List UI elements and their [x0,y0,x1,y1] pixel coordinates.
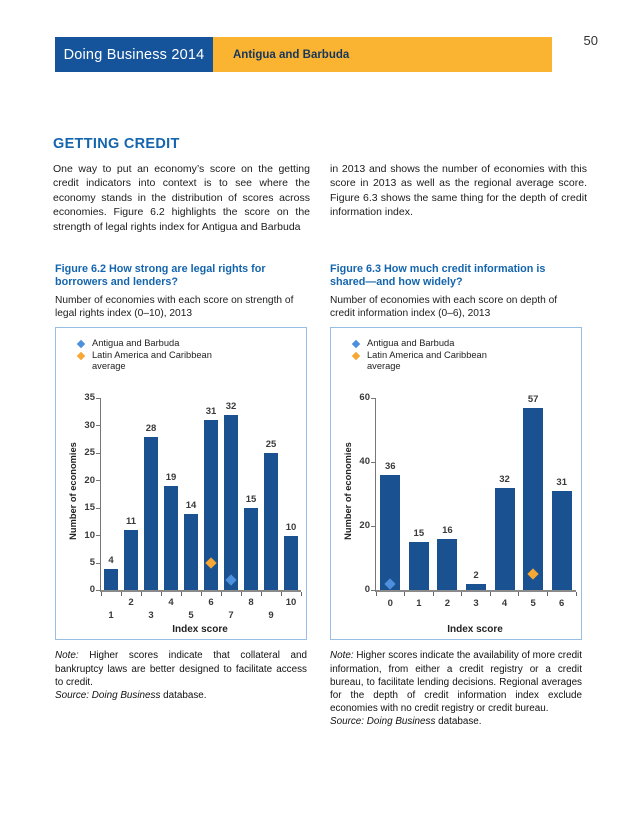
bar [144,437,158,591]
bar-value-label: 31 [205,406,217,418]
body-paragraph: in 2013 and shows the number of economies with this score in 2013 as well as the regional average score. Figure 6.3 shows the same thing for the depth of credit information index. [330,163,587,219]
figure-title: Figure 6.3 How much credit information is shared—and how widely? [330,263,546,289]
report-title-box [55,37,213,72]
bar-value-label: 11 [125,516,137,528]
y-axis-tick [371,398,376,399]
text-segment: database. [435,715,482,727]
y-axis-tick [371,590,376,591]
x-axis-tick [404,592,405,596]
x-axis-tick [461,592,462,596]
y-axis-tick [96,425,101,426]
bar [284,536,298,591]
x-tick-label: 3 [148,610,154,622]
x-axis-tick [518,592,519,596]
bar [409,542,429,590]
legend-item [78,350,242,372]
text-segment: Source: Doing Business [55,689,161,701]
y-axis-tick [96,590,101,591]
body-column-right [330,162,587,220]
y-tick-label: 35 [84,392,95,404]
legend-label: Latin America and Caribbean average [367,350,487,372]
bar-value-label: 19 [165,472,177,484]
text-segment: Higher scores indicate the availability of more credit information, from either a credit registry or a credit bureau, to facilitate lending decisions. Regional averages for the depth of credit information index exclude economies with no credit registry or credit bureau. [330,650,582,714]
y-tick-label: 40 [359,456,370,468]
x-tick-label: 7 [228,610,234,622]
bar-value-label: 32 [499,474,510,486]
x-tick-label: 2 [444,598,451,610]
figure-note [330,649,582,714]
page-number: 50 [583,33,598,48]
bar-chart [335,390,579,636]
text-segment: Note: [55,650,79,662]
y-tick-label: 15 [84,502,95,514]
y-axis-tick [96,480,101,481]
x-axis-tick [241,592,242,596]
figure-title: Figure 6.2 How strong are legal rights for borrowers and lenders? [55,263,266,289]
bar-value-label: 16 [442,525,453,537]
x-tick-label: 4 [168,597,174,609]
x-axis-tick [161,592,162,596]
x-tick-label: 1 [416,598,422,610]
x-axis-tick [433,592,434,596]
bar [437,539,457,590]
x-axis-tick [181,592,182,596]
y-tick-label: 0 [89,584,95,596]
chart-panel [55,327,307,640]
x-tick-label: 6 [559,598,565,610]
x-tick-label: 8 [248,597,254,609]
x-axis-tick [261,592,262,596]
bar [552,491,572,590]
bar-value-label: 57 [527,394,539,406]
x-axis-tick [547,592,548,596]
x-tick-label: 5 [188,610,194,622]
figure-subtitle: Number of economies with each score on strength of legal rights index (0–10), 2013 [55,294,294,319]
x-tick-label: 0 [387,598,393,610]
y-tick-label: 60 [359,392,370,404]
bar-value-label: 15 [413,528,425,540]
figure-source [330,715,582,728]
x-tick-label: 5 [530,598,536,610]
diamond-icon [77,340,85,348]
y-axis-tick [96,398,101,399]
y-axis-tick [96,453,101,454]
bar-value-label: 10 [285,521,297,533]
bar [104,569,118,591]
text-segment: Source: Doing Business [330,715,436,727]
bar [495,488,515,590]
bar-value-label: 14 [185,499,197,511]
bar [124,530,138,590]
chart-legend [353,338,517,373]
x-axis-tick [281,592,282,596]
legend-label: Latin America and Caribbean average [92,350,212,372]
legend-item [353,350,517,372]
body-paragraph: One way to put an economy’s score on the getting credit indicators into context is to see where the economy stands in the distribution of scores across economies. Figure 6.2 highlights the score on the strength of legal rights index for Antigua and Barbuda [53,163,310,233]
bar [523,408,543,590]
figure-6-3 [330,263,582,728]
x-axis-tick [121,592,122,596]
x-axis-tick [576,592,577,596]
y-axis-tick [96,535,101,536]
body-column-left [53,162,310,234]
figure-6-2 [55,263,307,702]
x-tick-label: 6 [208,597,214,609]
text-segment: Higher scores indicate that collateral and bankruptcy laws are better designed to facilitate access to credit. [55,650,307,688]
bar-value-label: 2 [473,570,479,582]
bar [244,508,258,590]
bar [466,584,486,590]
figure-source [55,689,307,702]
bar-value-label: 25 [265,439,277,451]
figure-note [55,649,307,688]
x-tick-label: 3 [473,598,479,610]
x-axis-title: Index score [172,624,228,636]
header-bar [55,37,552,72]
x-axis-tick [141,592,142,596]
y-tick-label: 10 [84,529,95,541]
report-title: Doing Business 2014 [63,46,205,63]
bar-value-label: 28 [145,422,157,434]
y-tick-label: 25 [84,447,95,459]
legend-item [78,338,242,349]
y-axis-tick [96,508,101,509]
bar [184,514,198,591]
y-tick-label: 0 [364,584,370,596]
x-axis-tick [201,592,202,596]
legend-label: Antigua and Barbuda [92,338,180,349]
bar-value-label: 32 [225,400,237,412]
plot-area [359,392,576,610]
section-title: GETTING CREDIT [53,136,180,152]
bar-value-label: 31 [556,477,567,489]
y-tick-label: 20 [359,520,370,532]
x-axis-title: Index score [447,624,503,636]
x-tick-label: 10 [285,597,297,609]
x-tick-label: 2 [128,597,134,609]
x-tick-label: 1 [108,610,114,622]
legend-item [353,338,517,349]
y-tick-label: 5 [89,557,95,569]
y-axis-tick [371,526,376,527]
bar-value-label: 15 [245,494,257,506]
bar-chart [60,390,304,636]
legend-label: Antigua and Barbuda [367,338,455,349]
diamond-icon [352,340,360,348]
x-tick-label: 4 [501,598,508,610]
plot-area [84,392,301,622]
y-axis-title: Number of economies [68,442,78,541]
bar-value-label: 36 [384,461,396,473]
x-tick-label: 9 [268,610,274,622]
figure-subtitle: Number of economies with each score on depth of credit information index (0–6), 2013 [330,294,558,319]
country-box [213,37,552,72]
text-segment: database. [160,689,207,701]
bar-value-label: 4 [108,554,114,566]
text-segment: Note: [330,650,354,662]
x-axis-tick [221,592,222,596]
x-axis-tick [490,592,491,596]
y-tick-label: 30 [84,419,95,431]
y-tick-label: 20 [84,474,95,486]
chart-legend [78,338,242,373]
chart-panel [330,327,582,640]
x-axis-tick [101,592,102,596]
diamond-icon [77,352,85,360]
x-axis-tick [376,592,377,596]
country-name: Antigua and Barbuda [233,48,350,61]
diamond-icon [352,352,360,360]
y-axis-title: Number of economies [343,442,353,541]
x-axis-tick [301,592,302,596]
